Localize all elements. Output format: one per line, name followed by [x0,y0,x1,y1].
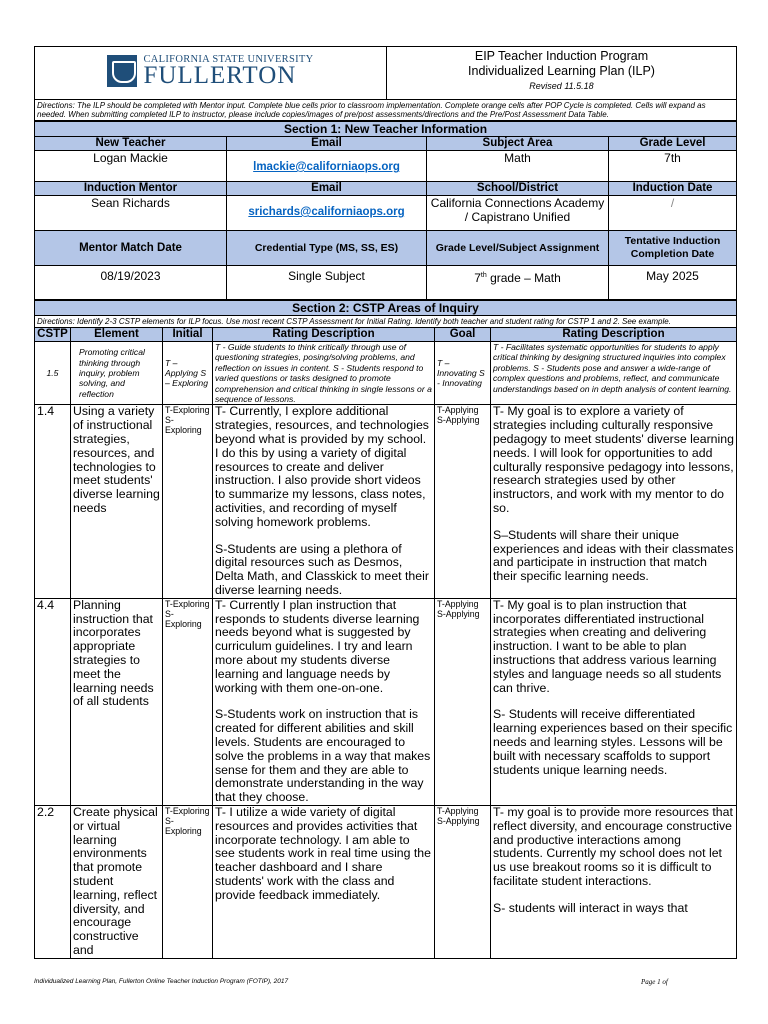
goal-description [491,805,737,958]
goal-rating: T-Applying S-Applying [435,405,491,598]
completion-date: May 2025 [609,266,737,300]
section2-directions: Directions: Identify 2-3 CSTP elements for ILP focus. Use most recent CSTP Assessment for Initial Rating. Identify both teacher and student rating for CSTP 1 and 2. See example. [35,316,737,328]
university-name-small: CALIFORNIA STATE UNIVERSITY [143,54,314,66]
element-description: Planning instruction that incorporates appropriate strategies to meet the learning needs of all students [71,598,163,805]
goal-description [491,598,737,805]
example-goal-description: T - Facilitates systematic opportunities for students to apply critical thinking by designing structured inquiries into complex problems. S - Students pose and answer a wide-range of complex questions and problems, reflect, and communicate understandings based on in depth analysis of content learning. [491,342,737,405]
header-grade-subject-assignment: Grade Level/Subject Assignment [427,231,609,266]
section2-title: Section 2: CSTP Areas of Inquiry [35,301,737,316]
student-goal-text: S- students will interact in ways that [493,900,688,915]
logo-cell [35,47,387,100]
rating-description [213,805,435,958]
revised-date: Revised 11.5.18 [529,81,594,91]
student-goal-text: S–Students will share their unique experiences and ideas with their classmates and participate in instruction that match their specific learning needs. [493,527,734,584]
plan-title: Individualized Learning Plan (ILP) [468,64,655,78]
header-school-district: School/District [427,182,609,196]
subject-area: Math [427,151,609,182]
induction-date: / [609,196,737,231]
header-element: Element [71,328,163,342]
header-goal-rating-description: Rating Description [491,328,737,342]
footer-page-number: Page 1 of [641,978,668,986]
mentor-email-link[interactable]: srichards@californiaops.org [248,206,405,218]
example-element: Promoting critical thinking through inquiry, problem solving, and reflection [71,342,163,405]
header-grade-level: Grade Level [609,137,737,151]
goal-rating: T-Applying S-Applying [435,598,491,805]
header-table [34,46,737,121]
goal-rating: T-Applying S-Applying [435,805,491,958]
goal-description [491,405,737,598]
table-row [35,598,737,805]
directions-text: Directions: The ILP should be completed with Mentor input. Complete blue cells prior to classroom implementation. Complete orange cells after POP Cycle is completed. Cells will expand as needed. When submitting completed ILP to instructor, please include copies/images of pre/post assessments/directions and the Pre/Post Assessment Data Table. [35,100,737,121]
university-seal-icon [107,55,137,87]
rating-description [213,405,435,598]
header-mentor-match-date: Mentor Match Date [35,231,227,266]
header-rating-description: Rating Description [213,328,435,342]
student-goal-text: S- Students will receive differentiated learning experiences based on their specific needs and learning styles. Lessons will be built with necessary scaffolds to support students unique learning needs. [493,707,733,777]
example-initial: T – Applying S – Exploring [163,342,213,405]
example-cstp: 1.5 [35,342,71,405]
footer-program-note: Individualized Learning Plan, Fullerton Online Teacher Induction Program (FOTIP), 2017 [34,978,289,985]
example-row [35,342,737,405]
program-name: EIP Teacher Induction Program [474,49,649,63]
teacher-rating-text: T- I utilize a wide variety of digital resources and provides activities that incorporate technology. I am able to see students work in real time using the teacher dashboard and I share students' work with the class and provide feedback immediately. [215,805,431,902]
teacher-rating-text: T- Currently I plan instruction that responds to students diverse learning needs beyond what is suggested by curriculum guidelines. I try and learn more about my students diverse learning and language needs by working with them one-on-one. [215,598,420,695]
table-row [35,405,737,598]
header-email: Email [227,137,427,151]
header-subject-area: Subject Area [427,137,609,151]
cstp-number: 4.4 [35,598,71,805]
section2-table [34,300,737,959]
header-initial: Initial [163,328,213,342]
mentor-email-cell [227,196,427,231]
header-cstp: CSTP [35,328,71,342]
teacher-goal-text: T- My goal is to plan instruction that incorporates differentiated instructional strategies when creating and delivering instruction. I want to be able to plan instructions that address various learning styles and language needs so all students can thrive. [493,598,722,695]
initial-rating: T-Exploring S-Exploring [163,805,213,958]
element-description: Using a variety of instructional strategies, resources, and technologies to meet students' diverse learning needs [71,405,163,598]
university-name-big: FULLERTON [143,62,297,90]
header-goal: Goal [435,328,491,342]
student-rating-text: S-Students are using a plethora of digital resources such as Desmos, Delta Math, and Classkick to meet their diverse learning needs. [215,541,429,597]
header-induction-mentor: Induction Mentor [35,182,227,196]
section1-table [34,121,737,300]
teacher-goal-text: T- My goal is to explore a variety of strategies including culturally responsive pedagogy to meet students' diverse learning needs. I will look for opportunities to add culturally responsive pedagogy into lessons, research strategies used by other instructors, and work with my mentor to do so. [493,404,734,516]
grade-level: 7th [609,151,737,182]
rating-description [213,598,435,805]
new-teacher-name: Logan Mackie [35,151,227,182]
header-new-teacher: New Teacher [35,137,227,151]
initial-rating: T-Exploring S-Exploring [163,598,213,805]
example-goal: T – Innovating S - Innovating [435,342,491,405]
teacher-goal-text: T- my goal is to provide more resources that reflect diversity, and encourage constructive and productive interactions among students. Currently my school does not let us use breakout rooms so it is difficult to facilitate student interactions. [493,805,733,888]
university-logo [107,54,314,90]
header-credential-type: Credential Type (MS, SS, ES) [227,231,427,266]
header-completion-date: Tentative Induction Completion Date [609,231,737,266]
mentor-match-date: 08/19/2023 [35,266,227,300]
credential-type: Single Subject [227,266,427,300]
cstp-number: 1.4 [35,405,71,598]
school-district: California Connections Academy / Capistrano Unified [427,196,609,231]
teacher-email-cell [227,151,427,182]
ilp-document [34,46,736,959]
student-rating-text: S-Students work on instruction that is created for different abilities and skill levels. Students are encouraged to solve the problems in a way that makes sense for them and they are able to demonstrate understanding in the way that they choose. [215,707,431,805]
example-rating-description: T - Guide students to think critically through use of questioning strategies, posing/solving problems, and reflection on issues in content. S - Students respond to varied questions or tasks designed to promote comprehension and critical thinking in single lessons or a sequence of lessons. [213,342,435,405]
grade-subject-assignment: 7th grade – Math [427,266,609,300]
header-induction-date: Induction Date [609,182,737,196]
teacher-email-link[interactable]: lmackie@californiaops.org [253,161,400,173]
teacher-rating-text: T- Currently, I explore additional strategies, resources, and technologies beyond what is provided by my school. I do this by using a variety of digital resources to create and deliver instruction. I also provide short videos to summarize my lessons, class notes, activities, and recording of myself solving homework problems. [215,404,429,529]
element-description: Create physical or virtual learning environments that promote student learning, reflect diversity, and encourage constructive and [71,805,163,958]
mentor-name: Sean Richards [35,196,227,231]
header-mentor-email: Email [227,182,427,196]
table-row [35,805,737,958]
initial-rating: T-Exploring S-Exploring [163,405,213,598]
program-title-cell [387,47,737,100]
section1-title: Section 1: New Teacher Information [35,122,737,137]
cstp-number: 2.2 [35,805,71,958]
